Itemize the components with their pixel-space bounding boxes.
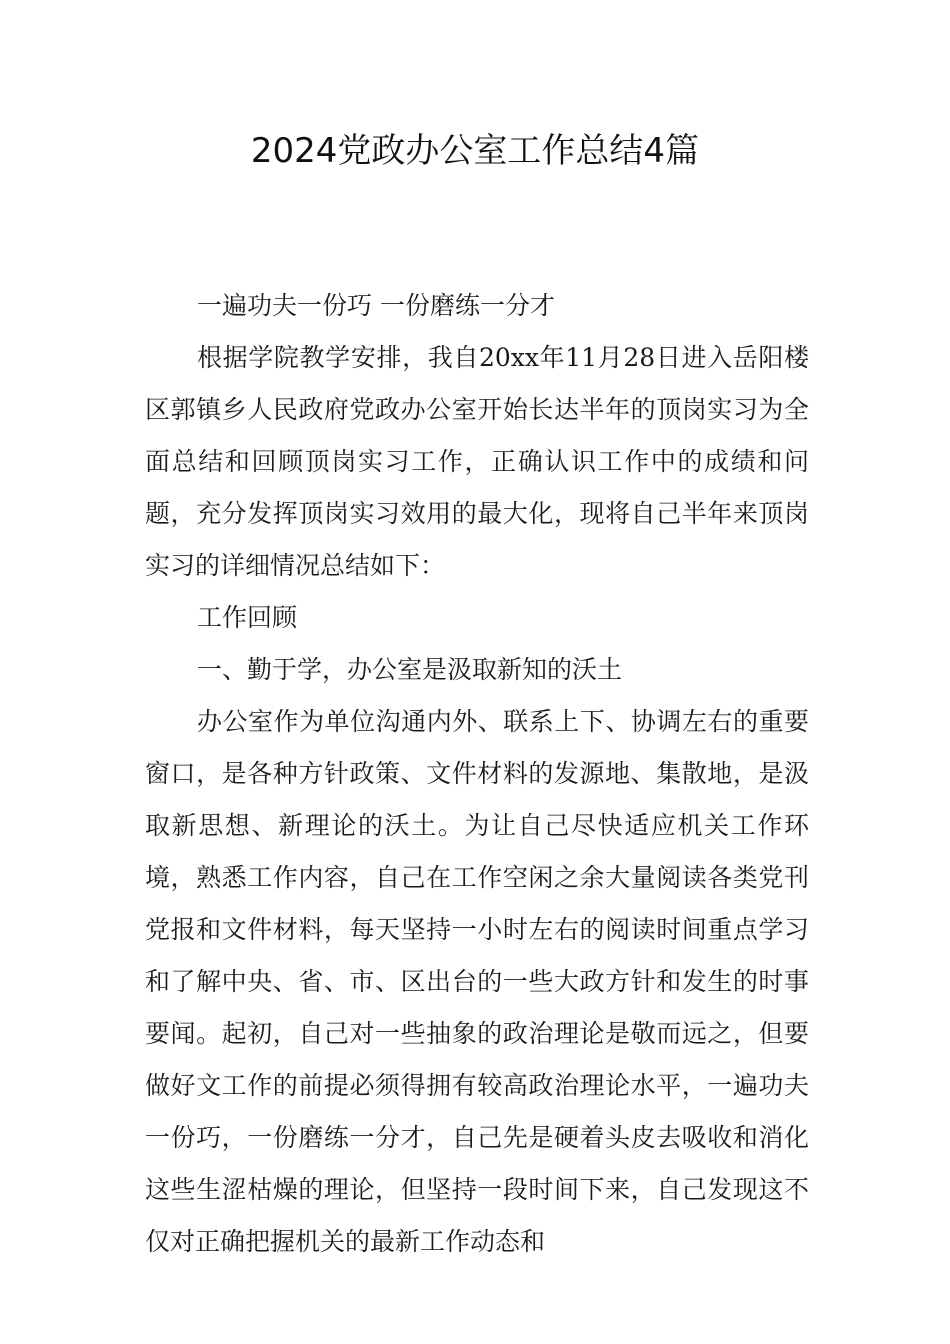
intro-paragraph: 根据学院教学安排，我自20xx年11月28日进入岳阳楼区郭镇乡人民政府党政办公室开始长达半年的顶岗实习为全面总结和回顾顶岗实习工作，正确认识工作中的成绩和问题，充分发挥顶岗实习效用的最大化，现将自己半年来顶岗实习的详细情况总结如下： bbox=[145, 343, 809, 580]
document-title: 2024党政办公室工作总结4篇 bbox=[250, 131, 700, 171]
document-body bbox=[145, 280, 809, 1268]
body-paragraph: 办公室作为单位沟通内外、联系上下、协调左右的重要窗口，是各种方针政策、文件材料的发源地、集散地，是汲取新思想、新理论的沃土。为让自己尽快适应机关工作环境，熟悉工作内容，自己在工作空闲之余大量阅读各类党刊党报和文件材料，每天坚持一小时左右的阅读时间重点学习和了解中央、省、市、区出台的一些大政方针和发生的时事要闻。起初，自己对一些抽象的政治理论是敬而远之，但要做好文工作的前提必须得拥有较高政治理论水平，一遍功夫一份巧，一份磨练一分才，自己先是硬着头皮去吸收和消化这些生涩枯燥的理论，但坚持一段时间下来，自己发现这不仅对正确把握机关的最新工作动态和 bbox=[145, 707, 809, 1256]
section-heading-review: 工作回顾 bbox=[197, 603, 298, 632]
subsection-heading-1: 一、勤于学，办公室是汲取新知的沃土 bbox=[197, 655, 623, 684]
motto-line: 一遍功夫一份巧 一份磨练一分才 bbox=[197, 291, 555, 320]
